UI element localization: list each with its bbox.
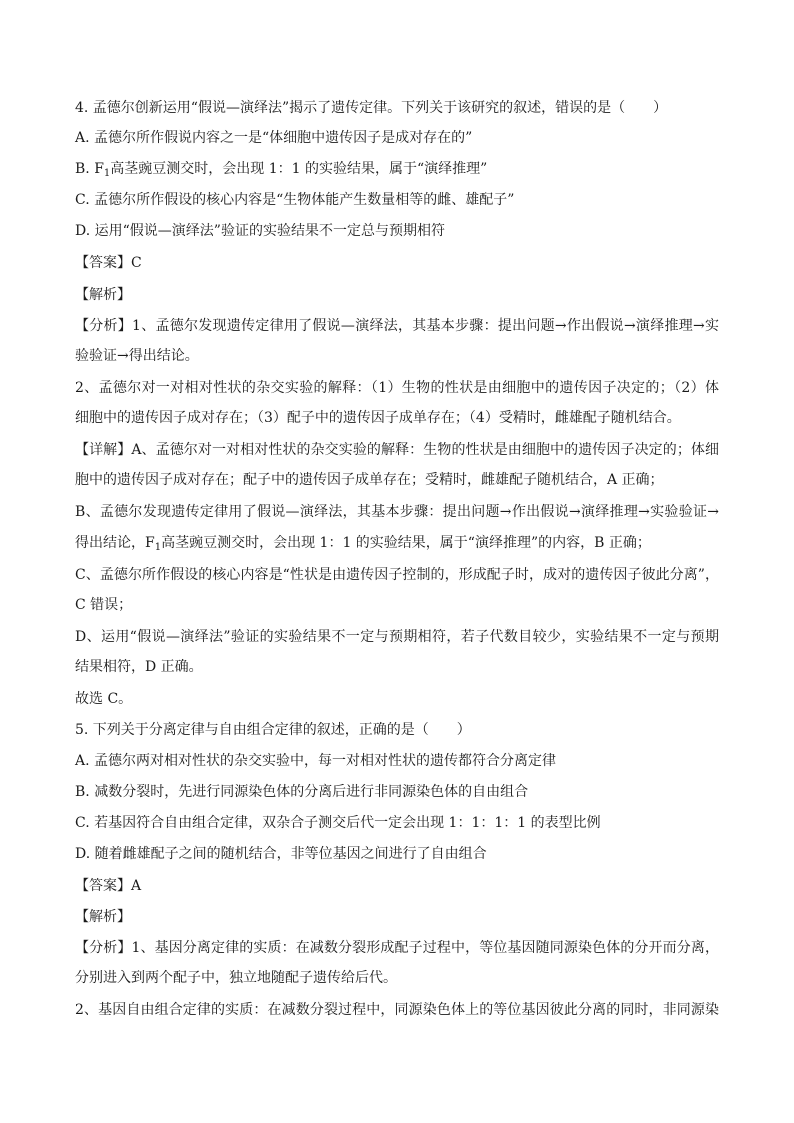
q4-option-a: A. 孟德尔所作假说内容之一是“体细胞中遗传因子是成对存在的” [75,130,473,146]
q5-stem: 5. 下列关于分离定律与自由组合定律的叙述，正确的是（ ） [75,722,471,738]
q4-detail-line: 胞中的遗传因子成对存在；配子中的遗传因子成单存在；受精时，雌雄配子随机结合，A 正确； [75,472,664,488]
q4-conclusion: 故选 C。 [75,691,133,707]
q4-detail-line: B、孟德尔发现遗传定律用了假说—演绎法，其基本步骤：提出问题→作出假说→演绎推理→实验验证→ [75,504,719,520]
q5-option-d: D. 随着雌雄配子之间的随机结合，非等位基因之间进行了自由组合 [75,846,487,862]
q5-option-b: B. 减数分裂时，先进行同源染色体的分离后进行非同源染色体的自由组合 [75,784,529,800]
q4-jiexi-label: 【解析】 [75,287,131,303]
q5-option-a: A. 孟德尔两对相对性状的杂交实验中，每一对相对性状的遗传都符合分离定律 [75,753,557,769]
q4-analysis-line: 2、孟德尔对一对相对性状的杂交实验的解释：（1）生物的性状是由细胞中的遗传因子决定的；（2）体 [75,380,719,396]
q4-answer: 【答案】C [75,255,142,271]
q4-option-d: D. 运用“假说—演绎法”验证的实验结果不一定总与预期相符 [75,223,445,239]
q5-answer: 【答案】A [75,878,142,894]
q4-analysis-line: 细胞中的遗传因子成对存在；（3）配子中的遗传因子成单存在；（4）受精时，雌雄配子随机结合。 [75,410,681,426]
q4-analysis-line: 【分析】1、孟德尔发现遗传定律用了假说—演绎法，其基本步骤：提出问题→作出假说→演绎推理→实 [75,318,719,334]
q4-detail-line: 结果相符，D 正确。 [75,659,203,675]
q5-jiexi-label: 【解析】 [75,909,131,925]
q4-option-b: B. $F_1$高茎豌豆测交时，会出现 1：1 的实验结果，属于“演绎推理” [75,161,488,179]
q4-detail-line: 得出结论，$F_1$高茎豌豆测交时，会出现 1：1 的实验结果，属于“演绎推理”的内容，B 正确； [75,535,651,553]
q4-stem: 4. 孟德尔创新运用“假说—演绎法”揭示了遗传定律。下列关于该研究的叙述，错误的是（ ） [75,100,668,116]
q4-detail-line: C、孟德尔所作假设的核心内容是“性状是由遗传因子控制的，形成配子时，成对的遗传因子彼此分离”， [75,567,719,583]
q5-option-c: C. 若基因符合自由组合定律，双杂合子测交后代一定会出现 1：1：1：1 的表型比例 [75,815,601,831]
q5-analysis-line: 2、基因自由组合定律的实质：在减数分裂过程中，同源染色体上的等位基因彼此分离的同时，非同源染 [75,1002,719,1018]
q4-analysis-line: 验验证→得出结论。 [75,348,199,364]
q5-analysis-line: 【分析】1、基因分离定律的实质：在减数分裂形成配子过程中，等位基因随同源染色体的分开而分离， [75,940,719,956]
q5-analysis-line: 分别进入到两个配子中，独立地随配子遗传给后代。 [75,970,397,986]
q4-option-c: C. 孟德尔所作假设的核心内容是“生物体能产生数量相等的雌、雄配子” [75,192,515,208]
q4-detail-line: C 错误； [75,597,133,613]
q4-detail-line: D、运用“假说—演绎法”验证的实验结果不一定与预期相符，若子代数目较少，实验结果不一定与预期 [75,629,719,645]
q4-detail-line: 【详解】A、孟德尔对一对相对性状的杂交实验的解释：生物的性状是由细胞中的遗传因子决定的；体细 [75,442,719,458]
